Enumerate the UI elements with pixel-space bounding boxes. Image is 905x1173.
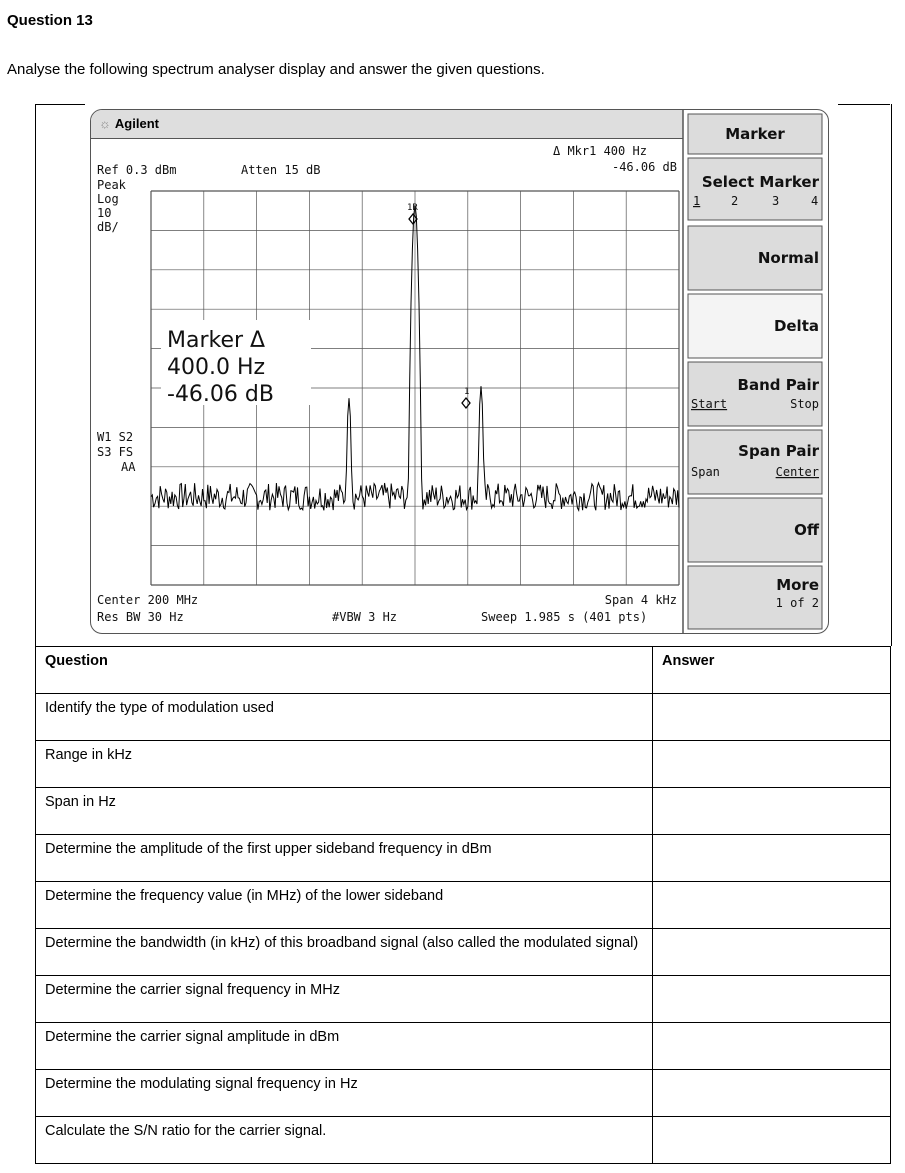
question-cell: Span in Hz xyxy=(36,788,653,835)
more-page: 1 of 2 xyxy=(775,596,819,610)
span-value: Span 4 kHz xyxy=(604,593,677,607)
table-row xyxy=(36,741,891,788)
select-marker-label: Select Marker xyxy=(701,173,819,191)
answer-cell[interactable] xyxy=(653,882,891,929)
status-label-1: W1 S2 xyxy=(97,430,134,444)
table-row xyxy=(36,1117,891,1164)
video-bandwidth: #VBW 3 Hz xyxy=(332,610,398,624)
question-cell: Calculate the S/N ratio for the carrier signal. xyxy=(36,1117,653,1164)
question-cell: Determine the carrier signal frequency in MHz xyxy=(36,976,653,1023)
answer-cell[interactable] xyxy=(653,741,891,788)
marker-readout: Δ Mkr1 400 Hz xyxy=(553,144,647,158)
marker-readout-value: -46.06 dB xyxy=(611,160,677,174)
table-row xyxy=(36,788,891,835)
table-row xyxy=(36,1070,891,1117)
table-row xyxy=(36,976,891,1023)
answer-cell[interactable] xyxy=(653,929,891,976)
center-frequency: Center 200 MHz xyxy=(97,593,199,607)
delta-marker xyxy=(462,387,470,408)
question-cell: Determine the carrier signal amplitude in dBm xyxy=(36,1023,653,1070)
question-heading: Question 13 xyxy=(7,12,93,29)
answer-cell[interactable] xyxy=(653,788,891,835)
marker-box-frequency: 400.0 Hz xyxy=(167,355,266,380)
off-label: Off xyxy=(794,521,819,539)
select-marker-option-4: 4 xyxy=(811,194,819,208)
question-cell: Range in kHz xyxy=(36,741,653,788)
span-pair-span: Span xyxy=(691,465,720,479)
question-intro: Analyse the following spectrum analyser display and answer the given questions. xyxy=(7,61,545,78)
more-label: More xyxy=(776,576,819,594)
softkey-more[interactable] xyxy=(688,566,822,629)
delta-marker-tag: 1 xyxy=(464,387,470,397)
span-pair-label: Span Pair xyxy=(738,442,819,460)
scale-label-3: 10 xyxy=(97,206,112,220)
frame-rule-right xyxy=(838,104,890,105)
answer-cell[interactable] xyxy=(653,1070,891,1117)
status-label-3: AA xyxy=(121,460,136,474)
question-cell: Determine the modulating signal frequency in Hz xyxy=(36,1070,653,1117)
table-row xyxy=(36,835,891,882)
question-cell: Determine the bandwidth (in kHz) of this broadband signal (also called the modulated signal) xyxy=(36,929,653,976)
question-cell: Determine the amplitude of the first upper sideband frequency in dBm xyxy=(36,835,653,882)
scale-label-1: Peak xyxy=(97,178,126,192)
analyzer-screen xyxy=(91,110,828,633)
attenuation: Atten 15 dB xyxy=(241,163,321,177)
sun-logo-icon: ☼ xyxy=(99,116,111,131)
softkey-select-marker[interactable] xyxy=(688,158,822,220)
spectrum-analyzer-display xyxy=(90,109,829,634)
softkey-off[interactable] xyxy=(688,498,822,562)
delta-label: Delta xyxy=(773,317,819,335)
brand-name: Agilent xyxy=(114,116,159,131)
softkey-marker-title xyxy=(688,114,822,154)
answer-cell[interactable] xyxy=(653,694,891,741)
select-marker-option-3: 3 xyxy=(772,194,780,208)
ref-level: Ref 0.3 dBm xyxy=(97,163,177,177)
scale-label-4: dB/ xyxy=(97,220,119,234)
select-marker-option-1: 1 xyxy=(693,194,701,208)
header-answer: Answer xyxy=(653,647,891,694)
band-pair-stop: Stop xyxy=(790,397,819,411)
band-pair-start: Start xyxy=(691,397,728,411)
answer-cell[interactable] xyxy=(653,835,891,882)
span-pair-center: Center xyxy=(775,465,819,479)
table-row xyxy=(36,882,891,929)
res-bandwidth: Res BW 30 Hz xyxy=(97,610,184,624)
softkey-delta[interactable] xyxy=(688,294,822,358)
question-table xyxy=(35,646,891,1164)
table-row xyxy=(36,1023,891,1070)
softkey-title-label: Marker xyxy=(725,125,785,143)
sweep-time: Sweep 1.985 s (401 pts) xyxy=(481,610,648,624)
band-pair-label: Band Pair xyxy=(737,376,819,394)
scale-label-2: Log xyxy=(97,192,119,206)
table-header-row xyxy=(36,647,891,694)
header-question: Question xyxy=(36,647,653,694)
softkey-span-pair[interactable] xyxy=(688,430,822,494)
question-cell: Determine the frequency value (in MHz) of the lower sideband xyxy=(36,882,653,929)
softkey-band-pair[interactable] xyxy=(688,362,822,426)
normal-label: Normal xyxy=(757,249,819,267)
marker-box-title: Marker Δ xyxy=(167,328,266,353)
frame-rule-left xyxy=(35,104,85,105)
answer-cell[interactable] xyxy=(653,976,891,1023)
select-marker-option-2: 2 xyxy=(731,194,739,208)
softkey-normal[interactable] xyxy=(688,226,822,290)
question-cell: Identify the type of modulation used xyxy=(36,694,653,741)
marker-box-amplitude: -46.06 dB xyxy=(167,382,274,407)
reference-marker-tag: 1R xyxy=(407,203,418,213)
answer-cell[interactable] xyxy=(653,1023,891,1070)
answer-cell[interactable] xyxy=(653,1117,891,1164)
table-row xyxy=(36,694,891,741)
status-label-2: S3 FS xyxy=(97,445,134,459)
table-row xyxy=(36,929,891,976)
